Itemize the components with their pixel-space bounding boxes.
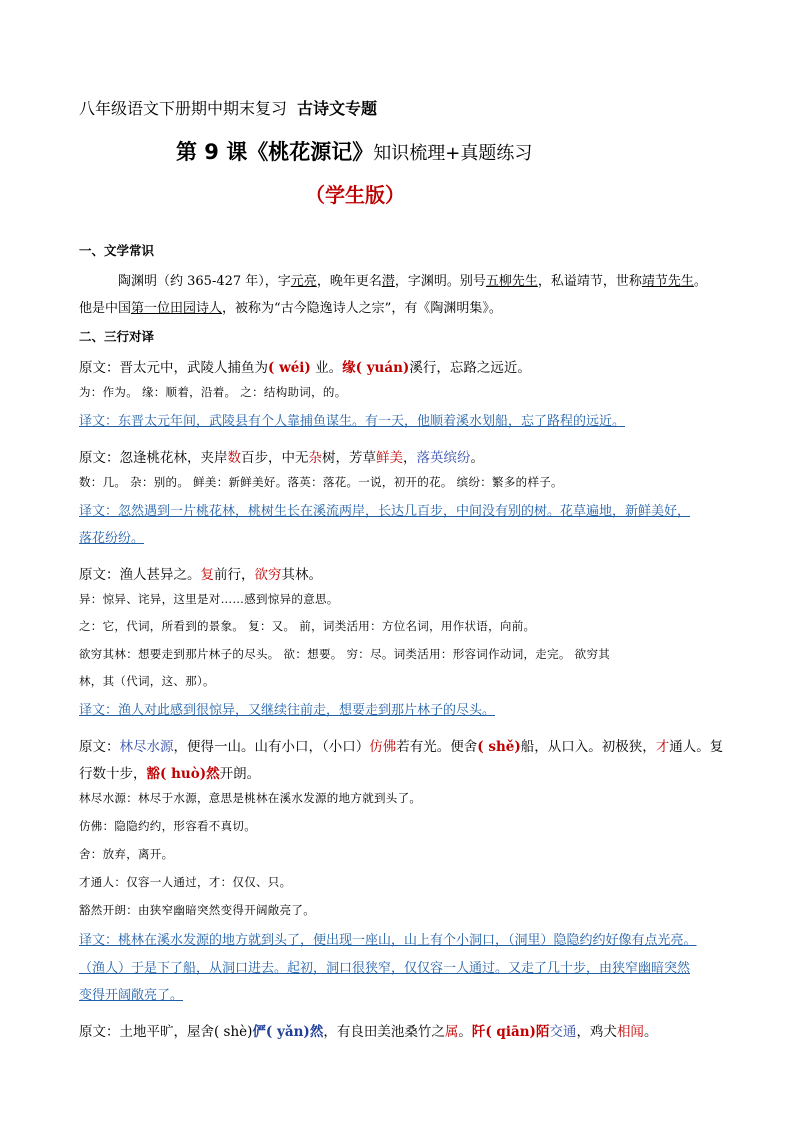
pinyin: ( wéi) bbox=[268, 360, 311, 376]
text: 原文： bbox=[79, 739, 120, 755]
topic-name: 古诗文专题 bbox=[297, 99, 378, 118]
text: 原文：忽逢桃花林，夹岸 bbox=[79, 450, 228, 466]
keyword: 豁( huò)然 bbox=[146, 766, 220, 782]
text: ，被称为“古今隐逸诗人之宗”，有《陶渊明集》。 bbox=[222, 301, 502, 316]
translation-line: 译文：东晋太元年间，武陵县有个人靠捕鱼谋生。有一天，他顺着溪水划船，忘了路程的远近。 bbox=[79, 414, 626, 429]
keyword: 俨( yǎn)然 bbox=[252, 1024, 324, 1040]
original-line bbox=[79, 356, 531, 376]
section-heading-literature: 一、文学常识 bbox=[79, 243, 155, 258]
keyword: 阡( qiān)陌 bbox=[471, 1024, 550, 1040]
text: ，有良田美池桑竹之 bbox=[323, 1024, 445, 1040]
keyword: 属 bbox=[444, 1024, 459, 1040]
original-line bbox=[79, 762, 260, 782]
note-line: 才通人：仅容一人通过，才：仅仅、只。 bbox=[79, 875, 292, 889]
section-heading-translation: 二、三行对译 bbox=[79, 329, 155, 344]
note-line: 异：惊异、诧异，这里是对……感到惊异的意思。 bbox=[79, 592, 339, 606]
note-line: 之：它，代词，所看到的景象。 复：又。 前，词类活用：方位名词，用作状语，向前。 bbox=[79, 619, 536, 633]
bio-line-2 bbox=[79, 297, 502, 316]
keyword: 潜 bbox=[381, 274, 395, 289]
series-name: 八年级语文下册期中期末复习 bbox=[79, 99, 288, 118]
text: 行数十步， bbox=[79, 766, 147, 782]
text: 。 bbox=[643, 1024, 658, 1040]
translation-line: 译文：渔人对此感到很惊异，又继续往前走，想要走到那片林子的尽头。 bbox=[79, 703, 496, 718]
original-line bbox=[79, 446, 484, 466]
text: 其林。 bbox=[281, 567, 322, 583]
translation-line: 译文：忽然遇到一片桃花林，桃树生长在溪流两岸，长达几百步，中间没有别的树。花草遍地，新鲜美好， bbox=[79, 504, 691, 519]
text: 船，从口入。初极狭， bbox=[520, 739, 656, 755]
pinyin: ( shě) bbox=[477, 739, 521, 755]
translation-line: （渔人）于是下了船，从洞口进去。起初，洞口很狭窄，仅仅容一人通过。又走了几十步，由狭窄幽暗突然 bbox=[79, 961, 691, 976]
text: ，晚年更名 bbox=[316, 274, 382, 289]
note-line: 豁然开朗：由狭窄幽暗突然变得开阔敞亮了。 bbox=[79, 903, 315, 917]
text: 树，芳草 bbox=[322, 450, 376, 466]
translation-line: 译文：桃林在溪水发源的地方就到头了，便出现一座山，山上有个小洞口，（洞里）隐隐约约好像有点光亮。 bbox=[79, 933, 697, 948]
note-line: 仿佛：隐隐约约，形容看不真切。 bbox=[79, 819, 256, 833]
title-tail: 知识梳理+真题练习 bbox=[373, 143, 533, 164]
keyword: 交通 bbox=[549, 1024, 577, 1040]
text: 陶渊明（约 365-427 年），字 bbox=[118, 274, 291, 289]
page-title bbox=[176, 136, 532, 166]
note-line: 为：作为。 缘：顺着，沿着。 之：结构助词，的。 bbox=[79, 385, 347, 399]
text: 通人。复 bbox=[669, 739, 724, 755]
note-line: 数：几。 杂：别的。 鲜美：新鲜美好。落英：落花。一说，初开的花。 缤纷：繁多的样子。 bbox=[79, 475, 563, 489]
keyword: 鲜美 bbox=[376, 450, 403, 466]
original-line bbox=[79, 563, 322, 583]
keyword: 仿佛 bbox=[369, 739, 397, 755]
translation-line: 变得开阔敞亮了。 bbox=[79, 988, 184, 1003]
text: 原文：土地平旷，屋舍( shè) bbox=[79, 1024, 253, 1040]
text: 业。 bbox=[310, 360, 343, 376]
text: ，字渊明。别号 bbox=[394, 274, 486, 289]
text: 原文：渔人甚异之。 bbox=[79, 567, 201, 583]
text: ， bbox=[403, 450, 417, 466]
edition-label: （学生版） bbox=[305, 183, 405, 207]
note-line: 林，其（代词，这、那）。 bbox=[79, 674, 215, 688]
keyword: 相闻 bbox=[616, 1024, 644, 1040]
keyword: 数 bbox=[227, 450, 241, 466]
keyword: 复 bbox=[200, 567, 214, 583]
note-line: 欲穷其林：想要走到那片林子的尽头。 欲：想要。 穷：尽。词类活用：形容词作动词，走完。 欲穷其 bbox=[79, 647, 611, 661]
text: 开朗。 bbox=[219, 766, 261, 782]
keyword: 欲穷 bbox=[254, 567, 282, 583]
series-heading bbox=[79, 96, 377, 119]
keyword: 林尽水源 bbox=[119, 739, 174, 755]
title-main: 第 9 课《桃花源记》 bbox=[176, 140, 374, 164]
text: 他是中国 bbox=[79, 301, 132, 316]
text: 前行， bbox=[214, 567, 255, 583]
keyword: 杂 bbox=[308, 450, 322, 466]
text: 百步，中无 bbox=[241, 450, 309, 466]
keyword: 缘( yuán) bbox=[342, 360, 410, 376]
note-line: 舍：放弃，离开。 bbox=[79, 847, 174, 861]
text: 溪行，忘路之远近。 bbox=[409, 360, 531, 376]
text: 。 bbox=[470, 450, 484, 466]
bio-line-1 bbox=[118, 270, 707, 289]
translation-line: 落花纷纷。 bbox=[79, 531, 145, 546]
keyword: 五柳先生 bbox=[485, 274, 538, 289]
original-line bbox=[79, 1020, 657, 1040]
keyword: 第一位田园诗人 bbox=[131, 301, 223, 316]
original-line bbox=[79, 735, 723, 755]
text: ，便得一山。山有小口，（小口） bbox=[173, 739, 370, 755]
text: ，私谥靖节，世称 bbox=[537, 274, 642, 289]
text: 原文：晋太元中，武陵人捕鱼为 bbox=[79, 360, 268, 376]
text: 若有光。便舍 bbox=[396, 739, 478, 755]
keyword: 靖节先生 bbox=[641, 274, 694, 289]
keyword: 才 bbox=[655, 739, 670, 755]
keyword: 落英缤纷 bbox=[416, 450, 471, 466]
text: 。 bbox=[458, 1024, 472, 1040]
keyword: 元亮 bbox=[290, 274, 317, 289]
text: 。 bbox=[693, 274, 707, 289]
note-line: 林尽水源：林尽于水源，意思是桃林在溪水发源的地方就到头了。 bbox=[79, 791, 422, 805]
text: ，鸡犬 bbox=[576, 1024, 617, 1040]
